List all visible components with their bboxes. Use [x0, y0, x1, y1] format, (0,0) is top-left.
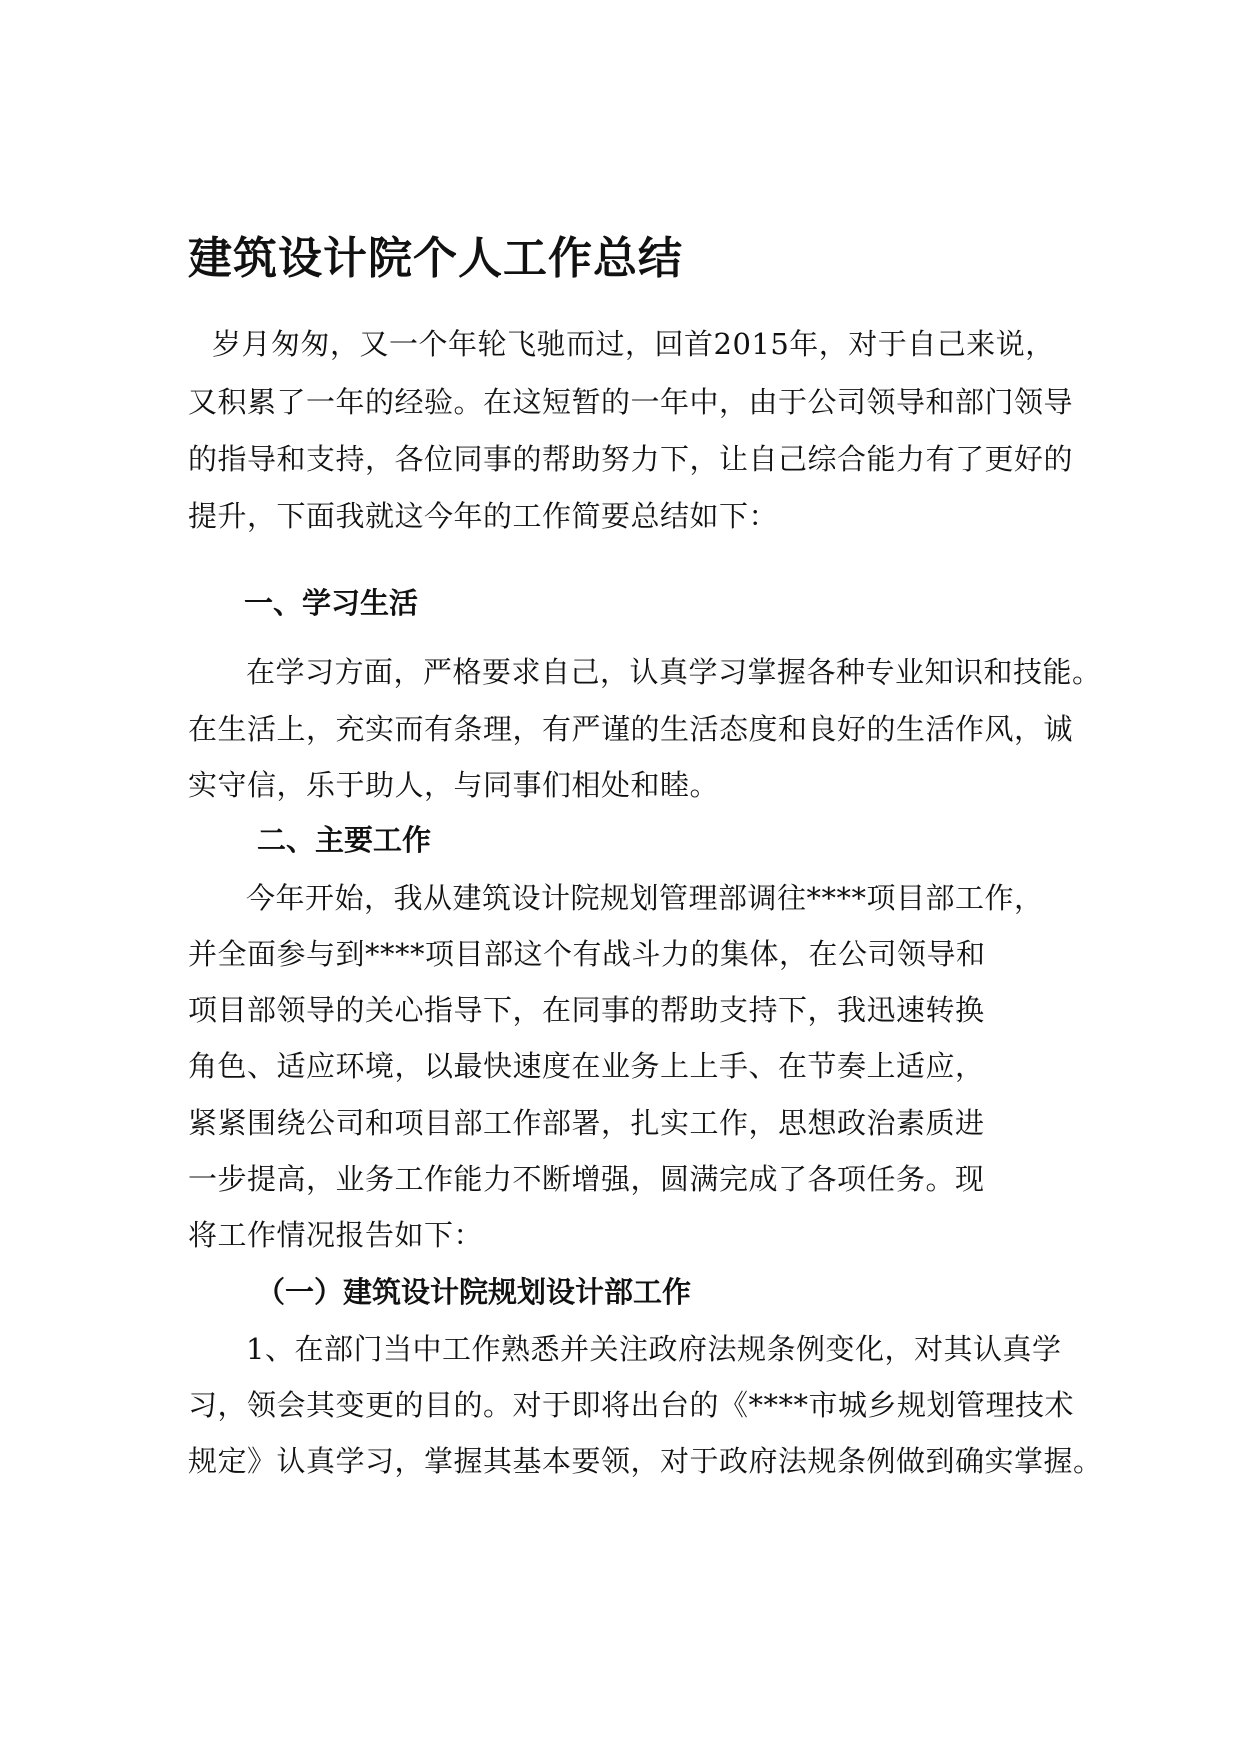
section1-line-1: 在学习方面，严格要求自己，认真学习掌握各种专业知识和技能。 [246, 655, 1102, 689]
intro-line-3: 的指导和支持，各位同事的帮助努力下，让自己综合能力有了更好的 [188, 442, 1074, 476]
section2-line-5: 紧紧围绕公司和项目部工作部署，扎实工作，思想政治素质进 [188, 1106, 985, 1140]
subsection1-heading: （一）建筑设计院规划设计部工作 [256, 1275, 692, 1309]
subsection1-line-3: 规定》认真学习，掌握其基本要领，对于政府法规条例做到确实掌握。 [188, 1444, 1103, 1478]
subsection1-line-2: 习，领会其变更的目的。对于即将出台的《****市城乡规划管理技术 [188, 1388, 1075, 1422]
intro-line-4: 提升，下面我就这今年的工作简要总结如下： [188, 499, 779, 533]
section2-line-6: 一步提高，业务工作能力不断增强，圆满完成了各项任务。现 [188, 1162, 985, 1196]
section2-line-4: 角色、适应环境，以最快速度在业务上上手、在节奏上适应， [188, 1049, 985, 1083]
document-title: 建筑设计院个人工作总结 [188, 233, 683, 284]
section1-line-3: 实守信，乐于助人，与同事们相处和睦。 [188, 768, 720, 802]
section2-line-7: 将工作情况报告如下： [188, 1218, 484, 1252]
section1-heading: 一、学习生活 [244, 586, 419, 620]
section2-line-1: 今年开始，我从建筑设计院规划管理部调往****项目部工作， [246, 881, 1044, 915]
section2-line-3: 项目部领导的关心指导下，在同事的帮助支持下，我迅速转换 [188, 993, 985, 1027]
section2-heading: 二、主要工作 [257, 823, 432, 857]
section2-line-2: 并全面参与到****项目部这个有战斗力的集体，在公司领导和 [188, 937, 986, 971]
section1-line-2: 在生活上，充实而有条理，有严谨的生活态度和良好的生活作风，诚 [188, 712, 1074, 746]
intro-line-2: 又积累了一年的经验。在这短暂的一年中，由于公司领导和部门领导 [188, 385, 1074, 419]
intro-line-1: 岁月匆匆，又一个年轮飞驰而过，回首2015年，对于自己来说， [212, 327, 1055, 361]
subsection1-line-1: 1、在部门当中工作熟悉并关注政府法规条例变化，对其认真学 [246, 1332, 1062, 1366]
